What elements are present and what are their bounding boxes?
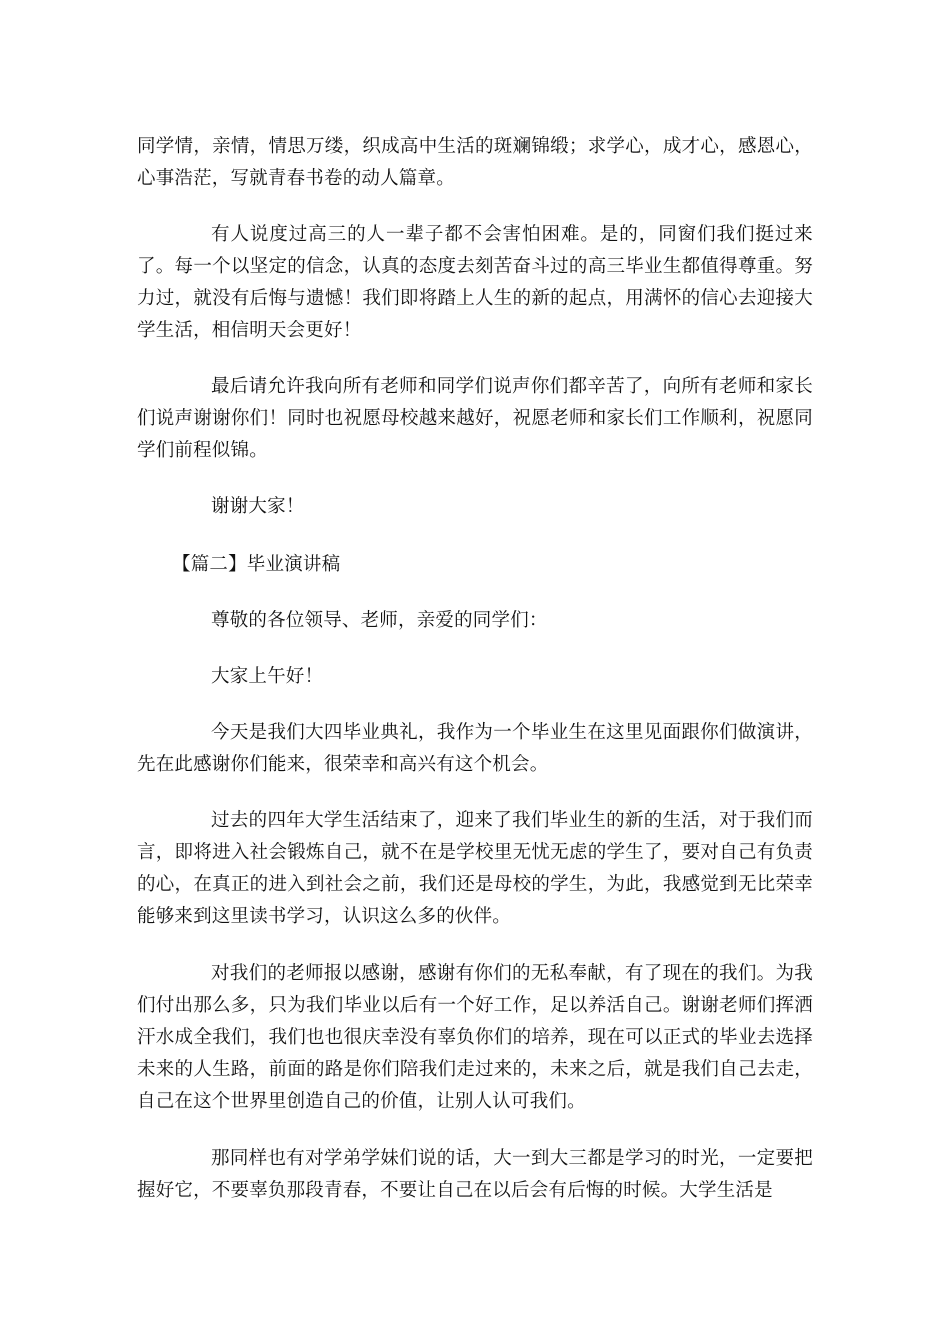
paragraph-thank-teachers: 对我们的老师报以感谢，感谢有你们的无私奉献，有了现在的我们。为我们付出那么多，只为我们毕业以后有一个好工作，足以养活自己。谢谢老师们挥洒汗水成全我们，我们也也很庆幸没有辜负你们的培养，现在可以正式的毕业去选择未来的人生路，前面的路是你们陪我们走过来的，未来之后，就是我们自己去走，自己在这个世界里创造自己的价值，让别人认可我们。 — [137, 963, 813, 1112]
paragraph-senior-year: 有人说度过高三的人一辈子都不会害怕困难。是的，同窗们我们挺过来了。每一个以坚定的信念，认真的态度去刻苦奋斗过的高三毕业生都值得尊重。努力过，就没有后悔与遗憾！我们即将踏上人生的新的起点，用满怀的信心去迎接大学生活，相信明天会更好！ — [137, 224, 813, 341]
paragraph-thanks-teachers-parents: 最后请允许我向所有老师和同学们说声你们都辛苦了，向所有老师和家长们说声谢谢你们！同时也祝愿母校越来越好，祝愿老师和家长们工作顺利，祝愿同学们前程似锦。 — [137, 376, 813, 461]
section-heading: 【篇二】毕业演讲稿 — [172, 554, 341, 575]
paragraph-four-years: 过去的四年大学生活结束了，迎来了我们毕业生的新的生活，对于我们而言，即将进入社会锻炼自己，就不在是学校里无忧无虑的学生了，要对自己有负责的心，在真正的进入到社会之前，我们还是母校的学生，为此，我感觉到无比荣幸能够来到这里读书学习，认识这么多的伙伴。 — [137, 810, 813, 927]
paragraph-salutation: 尊敬的各位领导、老师，亲爱的同学们： — [211, 610, 548, 631]
paragraph-intro-continuation: 同学情，亲情，情思万缕，织成高中生活的斑斓锦缎；求学心，成才心，感恩心，心事浩茫，写就青春书卷的动人篇章。 — [137, 136, 813, 189]
paragraph-graduation-ceremony: 今天是我们大四毕业典礼，我作为一个毕业生在这里见面跟你们做演讲，先在此感谢你们能来，很荣幸和高兴有这个机会。 — [137, 722, 813, 775]
paragraph-younger-students: 那同样也有对学弟学妹们说的话，大一到大三都是学习的时光，一定要把握好它，不要辜负那段青春，不要让自己在以后会有后悔的时候。大学生活是 — [137, 1148, 813, 1201]
paragraph-greeting: 大家上午好！ — [211, 666, 324, 687]
paragraph-thank-you-all: 谢谢大家！ — [211, 496, 305, 517]
